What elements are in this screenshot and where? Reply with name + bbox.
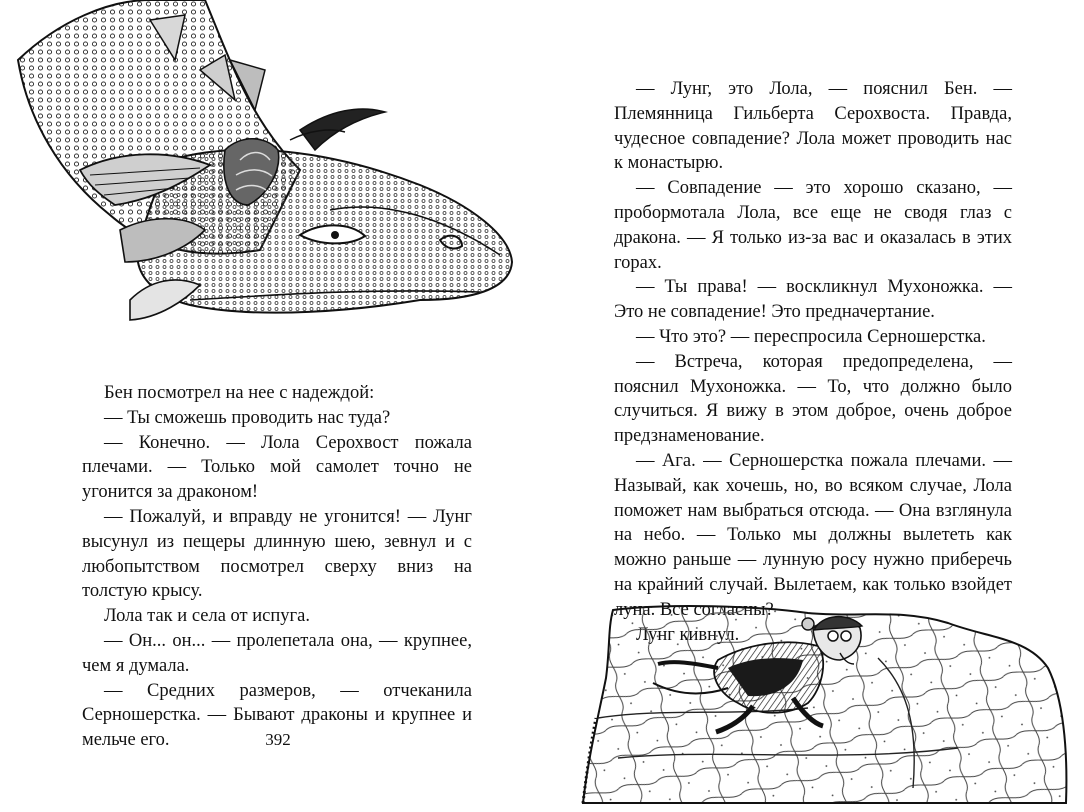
paragraph: — Совпадение — это хорошо сказано, — пробормотала Лола, все еще не сводя глаз с дракона. — Я только из-за вас и оказалась в этих горах. — [614, 178, 1012, 273]
paragraph: — Пожалуй, и вправду не угонится! — Лунг высунул из пещеры длинную шею, зевнул и с любопытством посмотрел сверху вниз на толстую крысу. — [82, 506, 472, 602]
paragraph: — Средних размеров, — отчеканила Серношерстка. — Бывают драконы и крупнее и мельче его. — [82, 680, 472, 751]
paragraph: — Ты права! — воскликнул Мухоножка. — Это не совпадение! Это предначертание. — [614, 277, 1012, 323]
dragon-head-drawing — [0, 0, 520, 340]
paragraph: — Ага. — Серношерстка пожала плечами. — Называй, как хочешь, но, во всяком случае, Лола поможет нам выбраться отсюда. — Она взглянула на небо. — Только мы должны вылететь как можно раньше — лунную росу нужно приберечь на крайний случай. Вылетаем, как только взойдет — [614, 450, 1012, 595]
paragraph: — Ты сможешь проводить нас туда? — [104, 407, 391, 428]
left-page-text — [82, 381, 472, 753]
paragraph: — Встреча, которая предопределена, — пояснил Мухоножка. — То, что должно было случиться. Я вижу в этом доброе, очень доброе предзнаменование. — [614, 351, 1012, 447]
right-page-text — [614, 77, 1012, 647]
paragraph: — Что это? — переспросила Серношерстка. — [636, 326, 986, 347]
paragraph: — Конечно. — Лола Серохвост пожала плечами. — Только мой самолет точно не угонится за драконом! — [82, 432, 472, 503]
right-page — [542, 0, 1084, 812]
paragraph: Лола так и села от испуга. — [104, 606, 310, 627]
rat-on-blanket-drawing — [578, 598, 1078, 804]
paragraph: Бен посмотрел на нее с надеждой: — [104, 383, 375, 403]
page-number: 392 — [265, 730, 291, 749]
rat-on-blanket-illustration — [578, 598, 1078, 804]
dragon-head-illustration — [0, 0, 520, 340]
paragraph: — Лунг, это Лола, — пояснил Бен. — Племянница Гильберта Серохвоста. Правда, чудесное совпадение? Лола может проводить нас к монастырю. — [614, 79, 1012, 174]
paragraph: — Он... он... — пролепетала она, — крупнее, чем я думала. — [82, 630, 472, 676]
